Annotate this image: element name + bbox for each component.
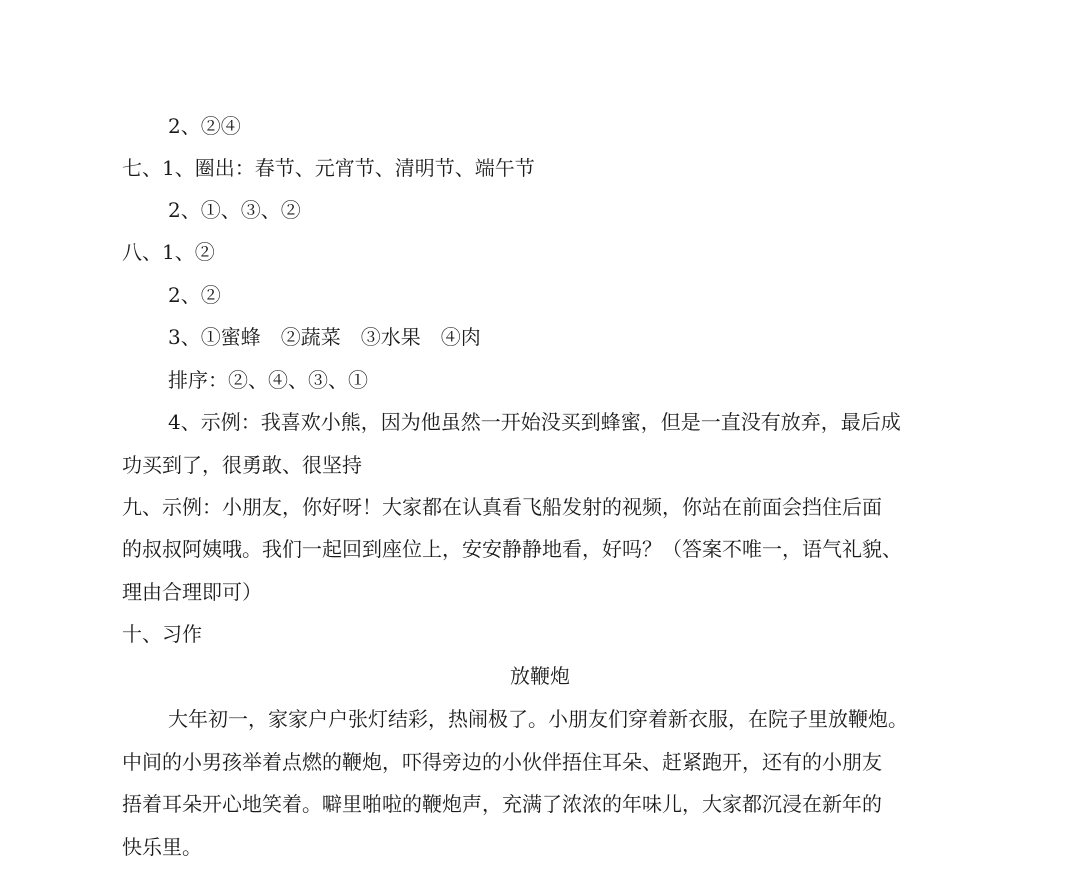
section-nine-answer: 九、示例：小朋友，你好呀！大家都在认真看飞船发射的视频，你站在前面会挡住后面 — [122, 495, 882, 519]
answer-line: 的叔叔阿姨哦。我们一起回到座位上，安安静静地看，好吗？（答案不唯一，语气礼貌、 — [122, 537, 902, 561]
answer-line: 2、② — [168, 283, 221, 307]
answer-line: 2、①、③、② — [168, 198, 301, 222]
answer-line: 4、示例：我喜欢小熊，因为他虽然一开始没买到蜂蜜，但是一直没有放弃，最后成 — [168, 410, 901, 434]
essay-title: 放鞭炮 — [510, 664, 570, 688]
answer-line: 3、①蜜蜂 ②蔬菜 ③水果 ④肉 — [168, 325, 481, 349]
essay-paragraph-line: 大年初一，家家户户张灯结彩，热闹极了。小朋友们穿着新衣服，在院子里放鞭炮。 — [168, 707, 908, 731]
section-eight-answer: 八、1、② — [122, 240, 215, 264]
section-seven-answer: 七、1、圈出：春节、元宵节、清明节、端午节 — [122, 156, 535, 180]
essay-paragraph-line: 捂着耳朵开心地笑着。噼里啪啦的鞭炮声，充满了浓浓的年味儿，大家都沉浸在新年的 — [122, 792, 882, 816]
answer-line: 2、②④ — [168, 114, 241, 138]
answer-line: 理由合理即可） — [122, 580, 262, 604]
section-ten-heading: 十、习作 — [122, 622, 202, 646]
answer-line: 排序：②、④、③、① — [168, 368, 368, 392]
essay-paragraph-line: 中间的小男孩举着点燃的鞭炮，吓得旁边的小伙伴捂住耳朵、赶紧跑开，还有的小朋友 — [122, 750, 882, 774]
answer-line: 功买到了，很勇敢、很坚持 — [122, 453, 362, 477]
essay-paragraph-line: 快乐里。 — [122, 835, 202, 859]
